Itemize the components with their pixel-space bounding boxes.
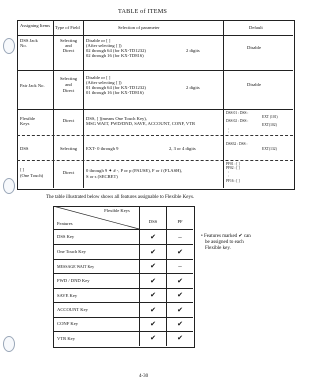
row-flexible-default-5: : — [228, 127, 229, 131]
row-dss-item: DSS — [20, 146, 29, 151]
row-flexible-default-1: DSS 01 : DSS : — [226, 111, 249, 115]
row-flexible-item-2: Keys — [20, 121, 30, 126]
row-flexible-type: Direct — [62, 118, 75, 123]
row-pair-jack-digits: 2 digits — [186, 85, 200, 90]
row-flexible-sel-2: MSG WAIT, FWD/DND, SAVE, ACCOUNT, CONF, VTR — [86, 121, 196, 126]
header-type-of-field: Type of Field — [55, 25, 80, 30]
feature-label: MESSAGE WAIT Key — [57, 264, 95, 269]
page-number: 4-30 — [139, 374, 149, 379]
row-dss-jack-item-2: No. — [20, 43, 27, 48]
row-one-touch-default-5: PF16 : [ ] — [226, 179, 240, 183]
row-dss-jack-type-1: Selecting — [59, 38, 78, 43]
check-icon: ✔ — [150, 320, 156, 328]
row-flexible-default-6: : — [228, 130, 229, 134]
row-one-touch-item-1: [ ] — [20, 167, 25, 172]
check-icon: ✔ — [150, 233, 156, 241]
feature-label: One Touch Key — [57, 249, 86, 254]
row-dss-jack-sel-4: 02 through 16 (for KX-TD816) — [86, 53, 144, 58]
row-dss-jack-digits: 2 digits — [186, 48, 200, 53]
row-flexible-default-3: DSS 02 : DSS : — [226, 119, 249, 123]
check-icon: ✔ — [150, 262, 156, 270]
row-one-touch-default-1: PF01 : [ ] — [226, 162, 240, 166]
row-pair-jack-type-1: Selecting — [59, 76, 78, 81]
row-one-touch-sel-2: S or s (SECRET) — [86, 174, 118, 179]
row-dss-jack-sel-2: (After selecting [ ]) — [86, 43, 122, 48]
row-one-touch-default-4: : — [228, 174, 229, 178]
row-one-touch-type: Direct — [62, 170, 75, 175]
feature-label: FWD / DND Key — [57, 278, 90, 283]
check-icon: ✔ — [150, 248, 156, 256]
check-icon: ✔ — [177, 320, 183, 328]
row-dss-type: Selecting — [59, 146, 78, 151]
row-dss-sel: EXT- 0 through 9 — [86, 146, 119, 151]
dash-icon: – — [178, 233, 182, 241]
binder-hole — [3, 336, 15, 352]
row-one-touch-default-2: PF02 : [ ] — [226, 166, 240, 170]
row-pair-jack-type-3: Direct — [62, 88, 75, 93]
check-icon: ✔ — [150, 277, 156, 285]
feature-label: ACCOUNT Key — [57, 307, 88, 312]
row-dss-default-2: EXT(132) — [262, 147, 277, 151]
row-flexible-default-2: EXT (101) — [262, 115, 278, 119]
row-pair-jack-item: Pair Jack No. — [20, 83, 45, 88]
row-one-touch-sel-1: 0 through 9 ✦ # -, P or p (PAUSE), F or f (FLASH), — [86, 168, 183, 173]
row-dss-digits: 2, 3 or 4 digits — [169, 146, 196, 151]
row-dss-jack-item-1: DSS Jack — [20, 38, 38, 43]
row-dss-jack-type-3: Direct — [62, 48, 75, 53]
feature-label: CONF Key — [57, 321, 79, 326]
caption: The table illustrated below shows all features assignable to Flexible Keys. — [46, 195, 195, 200]
check-icon: ✔ — [177, 277, 183, 285]
row-dss-jack-sel-1: Disable or [ ] — [86, 38, 111, 43]
row-pair-jack-type-2: and — [65, 82, 72, 87]
page-title: TABLE of ITEMS — [118, 8, 168, 15]
header-selection: Selection of parameter — [118, 25, 160, 30]
row-flexible-default-4: EXT(102) — [262, 123, 277, 127]
features-header-pf: PF — [177, 219, 183, 224]
feature-label: DSS Key — [57, 234, 75, 239]
features-header-flexible-keys: Flexible Keys — [104, 208, 130, 213]
row-dss-jack-default: Disable — [247, 45, 262, 50]
header-default: Default — [249, 25, 263, 30]
features-note-line-3: Flexible key. — [205, 246, 231, 251]
binder-hole — [3, 178, 15, 194]
row-pair-jack-sel-4: 01 through 16 (for KX-TD816) — [86, 90, 144, 95]
feature-label: SAVE Key — [57, 293, 78, 298]
binder-hole — [3, 38, 15, 54]
features-note-line-1: • Features marked ✔ can — [201, 234, 251, 239]
row-pair-jack-sel-3: 01 through 64 (for KX-TD1232) — [86, 85, 146, 90]
row-pair-jack-default: Disable — [247, 82, 262, 87]
row-dss-default-1: DSS32 : DSS : — [226, 142, 248, 146]
feature-label: VTR Key — [57, 336, 75, 341]
check-icon: ✔ — [150, 334, 156, 342]
features-header-features: Features — [57, 221, 73, 226]
row-dss-jack-type-2: and — [65, 43, 72, 48]
check-icon: ✔ — [177, 291, 183, 299]
row-dss-jack-sel-3: 02 through 64 (for KX-TD1232) — [86, 48, 146, 53]
check-icon: ✔ — [177, 334, 183, 342]
features-header-dss: DSS — [148, 219, 158, 224]
row-one-touch-default-3: : — [228, 170, 229, 174]
features-note-line-2: be assigned to each — [205, 240, 244, 245]
row-one-touch-item-2: (One Touch) — [20, 173, 44, 178]
check-icon: ✔ — [150, 291, 156, 299]
row-pair-jack-sel-1: Disable or [ ] — [86, 75, 111, 80]
row-flexible-item-1: Flexible — [20, 116, 36, 121]
check-icon: ✔ — [177, 306, 183, 314]
header-assigning-items: Assigning Items — [20, 23, 50, 28]
check-icon: ✔ — [150, 306, 156, 314]
row-pair-jack-sel-2: (After selecting [ ]) — [86, 80, 122, 85]
dash-icon: – — [178, 262, 182, 270]
check-icon: ✔ — [177, 248, 183, 256]
row-flexible-sel-1: DSS, [ ](means One Touch Key), — [86, 116, 147, 121]
